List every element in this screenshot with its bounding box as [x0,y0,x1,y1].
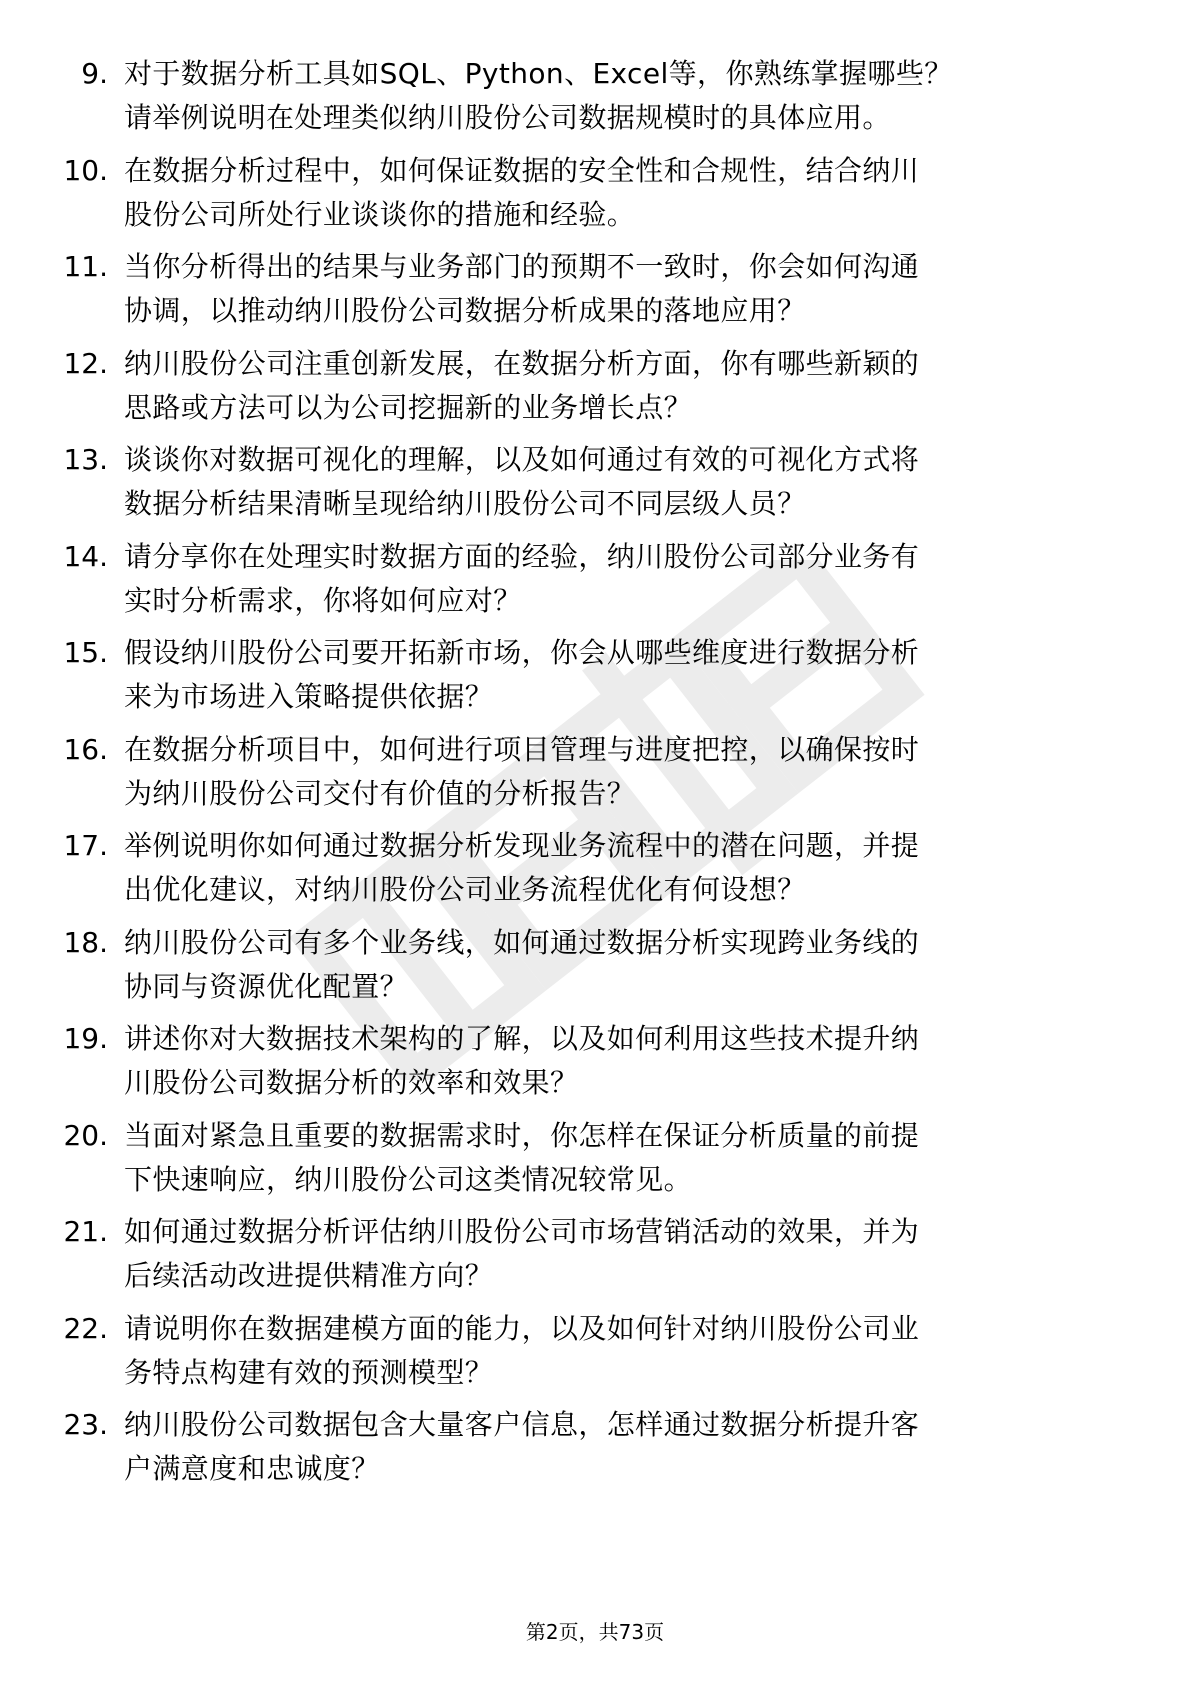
question-number: 13. [63,443,108,476]
question-text-line: 谈谈你对数据可视化的理解，以及如何通过有效的可视化方式将 [124,443,920,476]
question-item [0,921,1190,1011]
question-item [0,52,1190,142]
question-item [0,149,1190,239]
question-text-line: 纳川股份公司数据包含大量客户信息，怎样通过数据分析提升客 [124,1408,920,1441]
question-text-line: 在数据分析过程中，如何保证数据的安全性和合规性，结合纳川 [124,153,920,187]
question-item [0,438,1190,528]
question-text [124,824,1124,912]
question-item [0,824,1190,914]
question-text-line: 协同与资源优化配置？ [124,969,409,1003]
question-text [124,535,1124,623]
question-number: 12. [63,346,108,380]
question-item [0,245,1190,335]
question-text-line: 如何通过数据分析评估纳川股份公司市场营销活动的效果，并为 [124,1215,920,1248]
question-text-line: 出优化建议，对纳川股份公司业务流程优化有何设想？ [124,873,806,906]
question-text-line: 纳川股份公司注重创新发展，在数据分析方面，你有哪些新颖的 [124,346,920,380]
question-text-line: 假设纳川股份公司要开拓新市场，你会从哪些维度进行数据分析 [124,636,920,669]
question-item [0,1403,1190,1493]
question-number: 20. [63,1118,108,1152]
question-text [124,1210,1124,1298]
question-text-line: 请说明你在数据建模方面的能力，以及如何针对纳川股份公司业 [124,1311,920,1345]
question-text-line: 当你分析得出的结果与业务部门的预期不一致时，你会如何沟通 [124,250,920,283]
question-text [124,921,1124,1009]
question-text-line: 举例说明你如何通过数据分析发现业务流程中的潜在问题，并提 [124,829,920,862]
question-number: 16. [63,732,108,766]
question-text [124,438,1124,526]
question-item [0,535,1190,625]
question-text [124,728,1124,816]
question-text [124,149,1124,237]
question-number: 14. [63,539,108,573]
question-number: 18. [63,925,108,959]
question-number: 10. [63,153,108,187]
question-text-line: 协调，以推动纳川股份公司数据分析成果的落地应用？ [124,294,806,327]
question-number: 22. [63,1311,108,1345]
question-number: 15. [63,636,108,669]
question-text-line: 对于数据分析工具如SQL、Python、Excel等，你熟练掌握哪些？ [124,57,953,90]
question-text-line: 讲述你对大数据技术架构的了解，以及如何利用这些技术提升纳 [124,1022,920,1055]
question-text [124,52,1124,140]
question-item [0,1210,1190,1300]
question-text-line: 在数据分析项目中，如何进行项目管理与进度把控，以确保按时 [124,732,920,766]
question-number: 19. [63,1022,108,1055]
question-number: 11. [63,250,108,283]
question-item [0,631,1190,721]
question-text-line: 请分享你在处理实时数据方面的经验，纳川股份公司部分业务有 [124,539,920,573]
question-text-line: 下快速响应，纳川股份公司这类情况较常见。 [124,1162,693,1196]
question-item [0,728,1190,818]
question-text-line: 实时分析需求，你将如何应对？ [124,583,522,617]
question-number: 9. [81,57,108,90]
question-number: 21. [63,1215,108,1248]
question-text [124,1307,1124,1395]
question-text-line: 来为市场进入策略提供依据？ [124,680,494,713]
question-text-line: 纳川股份公司有多个业务线，如何通过数据分析实现跨业务线的 [124,925,920,959]
question-text [124,245,1124,333]
question-text-line: 务特点构建有效的预测模型？ [124,1355,494,1389]
question-text-line: 川股份公司数据分析的效率和效果？ [124,1066,579,1099]
question-text [124,342,1124,430]
question-item [0,342,1190,432]
question-text-line: 股份公司所处行业谈谈你的措施和经验。 [124,197,636,231]
question-number: 17. [63,829,108,862]
question-item [0,1114,1190,1204]
page-footer: 第2页，共73页 [525,1620,665,1644]
question-text-line: 户满意度和忠诚度？ [124,1452,380,1485]
question-text [124,1114,1124,1202]
question-number: 23. [63,1408,108,1441]
question-text [124,1017,1124,1105]
question-item [0,1307,1190,1397]
question-text-line: 思路或方法可以为公司挖掘新的业务增长点？ [124,390,693,424]
question-text [124,631,1124,719]
question-text [124,1403,1124,1491]
question-text-line: 数据分析结果清晰呈现给纳川股份公司不同层级人员？ [124,487,806,520]
question-text-line: 为纳川股份公司交付有价值的分析报告？ [124,776,636,810]
question-text-line: 当面对紧急且重要的数据需求时，你怎样在保证分析质量的前提 [124,1118,920,1152]
question-text-line: 后续活动改进提供精准方向？ [124,1259,494,1292]
question-text-line: 请举例说明在处理类似纳川股份公司数据规模时的具体应用。 [124,101,891,134]
question-item [0,1017,1190,1107]
